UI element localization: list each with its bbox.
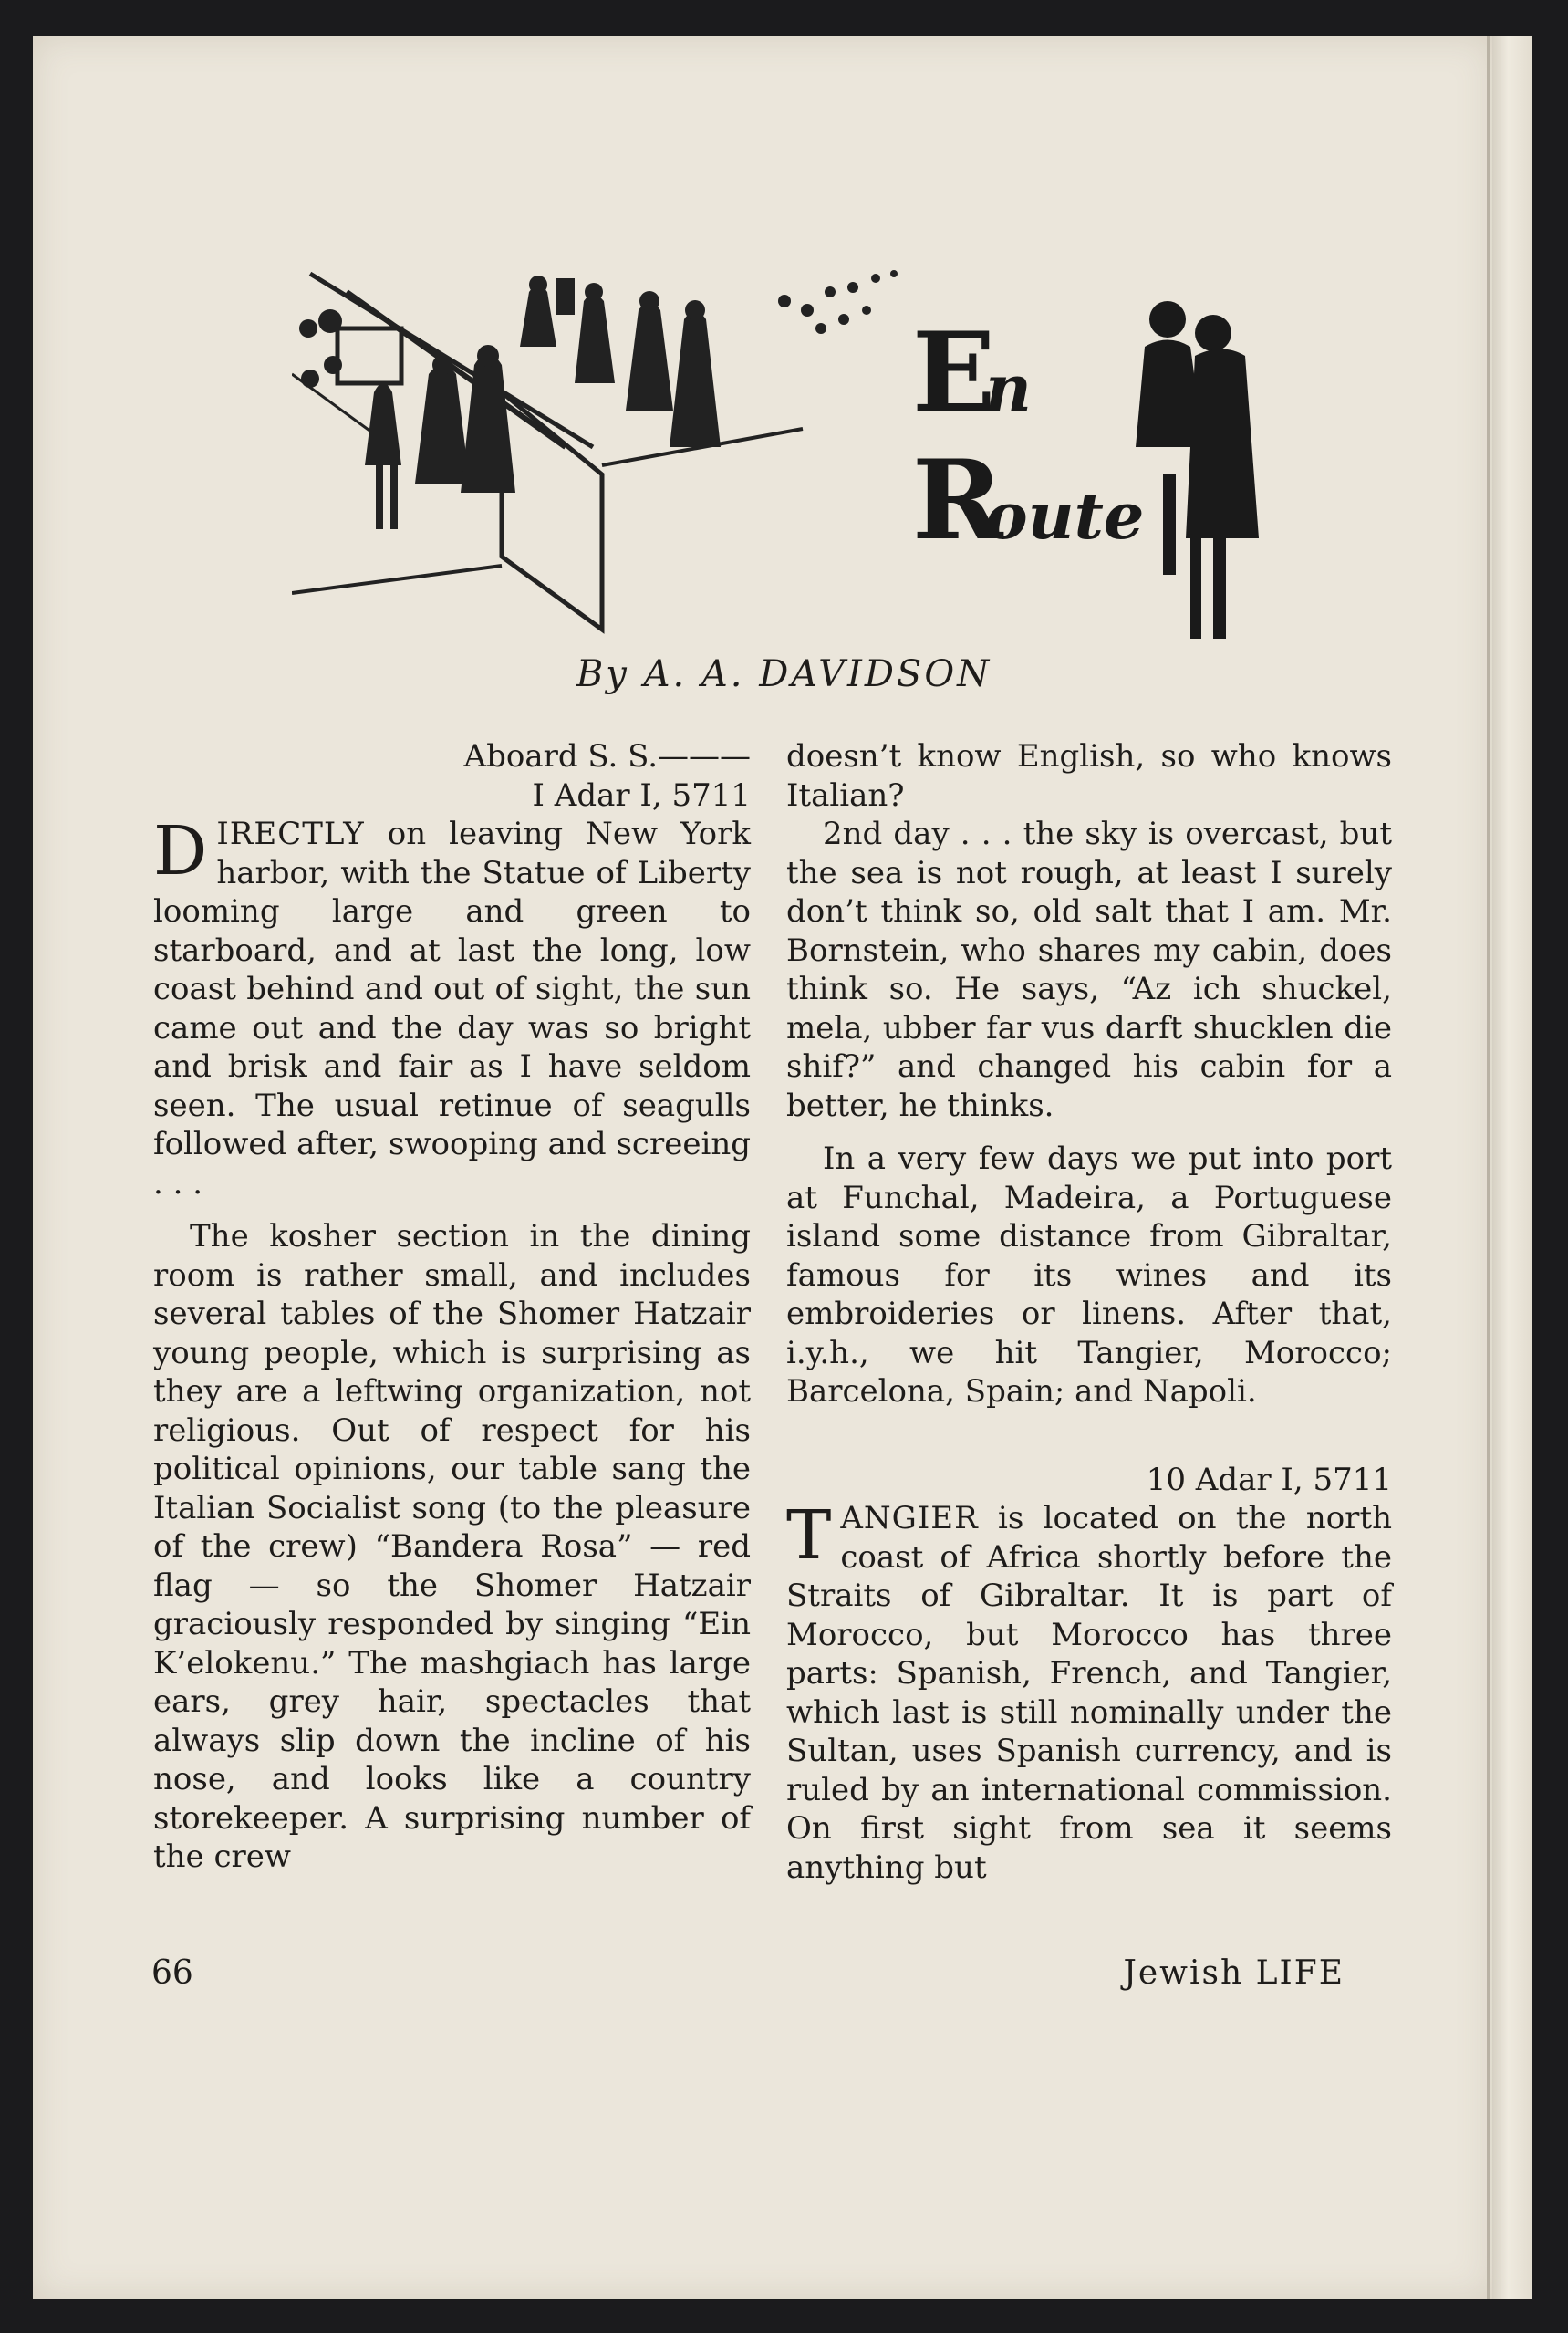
article-byline: By A. A. DAVIDSON xyxy=(576,653,992,695)
publication-name: Jewish LIFE xyxy=(1123,1954,1345,1992)
page-number: 66 xyxy=(151,1954,193,1992)
paragraph-funchal: In a very few days we put into port at Funchal, Madeira, a Portuguese island some distance from Gibraltar, famous for its wines and its embroideries or linens. After that, i.y.h., we hit Tangier, Morocco; Barcelona, Spain; and Napoli. xyxy=(786,1140,1392,1410)
dateline-tangier: 10 Adar I, 5711 xyxy=(1146,1461,1392,1498)
headline-oute: oute xyxy=(985,478,1145,554)
headline-n: n xyxy=(985,350,1032,426)
paragraph-dining-room: The kosher section in the dining room is rather small, and includes several tables of the Shomer Hatzair young people, which is surprising as they are a leftwing organization, not religious. Out of respect for his political opinions, our table sang the Italian Socialist song (to the pleasure of the crew) “Bandera Rosa” — red flag — so the Shomer Hatzair graciously responded by singing “Ein K’elokenu.” The mashgiach has large ears, grey hair, spectacles that always slip down the incline of his nose, and looks like a country storekeeper. A surprising number of the crew xyxy=(153,1218,751,1875)
tangier-caps: ANGIER xyxy=(840,1500,979,1536)
lead-paragraph xyxy=(153,812,751,1203)
tangier-paragraph xyxy=(786,1496,1392,1887)
lead-text: on leaving New York harbor, with the Statue of Liberty looming large and green to starboard, and at last the long, low coast behind and out of sight, the sun came out and the day was so bright and brisk and fair as I have seldom seen. The usual retinue of seagulls followed after, swooping and screeing . . . xyxy=(153,816,751,1202)
en-route-illustration xyxy=(292,265,1277,657)
headline-en: E xyxy=(912,308,996,437)
couple-embracing-figure xyxy=(1136,301,1259,639)
dateline-ship: Aboard S. S.——— xyxy=(463,738,751,775)
tangier-text: is located on the north coast of Africa shortly before the Straits of Gibraltar. It is part of Morocco, but Morocco has three parts: Spanish, French, and Tangier, which last is still nominally under the Sultan, uses Spanish currency, and is ruled by an international commission. On first sight from sea it seems anything but xyxy=(786,1500,1392,1886)
paragraph-italian: doesn’t know English, so who knows Italian? xyxy=(786,738,1392,814)
headline-route: R xyxy=(912,436,1003,565)
left-column xyxy=(153,737,751,1877)
page-fold-line xyxy=(1487,36,1490,2299)
lead-caps: IRECTLY xyxy=(216,816,365,852)
drop-cap-d: D xyxy=(153,812,208,890)
magazine-page xyxy=(33,36,1492,2299)
next-page-edge xyxy=(1492,36,1532,2299)
paragraph-second-day: 2nd day . . . the sky is overcast, but the sea is not rough, at least I surely don’t think so, old salt that I am. Mr. Bornstein, who shares my cabin, does think so. He says, “Az ich shuckel, mela, ubber far vus darft shucklen die shif?” and changed his cabin for a better, he thinks. xyxy=(786,816,1392,1124)
right-column xyxy=(786,737,1392,1887)
drop-cap-t: T xyxy=(786,1496,832,1575)
dateline-date: I Adar I, 5711 xyxy=(532,776,751,814)
